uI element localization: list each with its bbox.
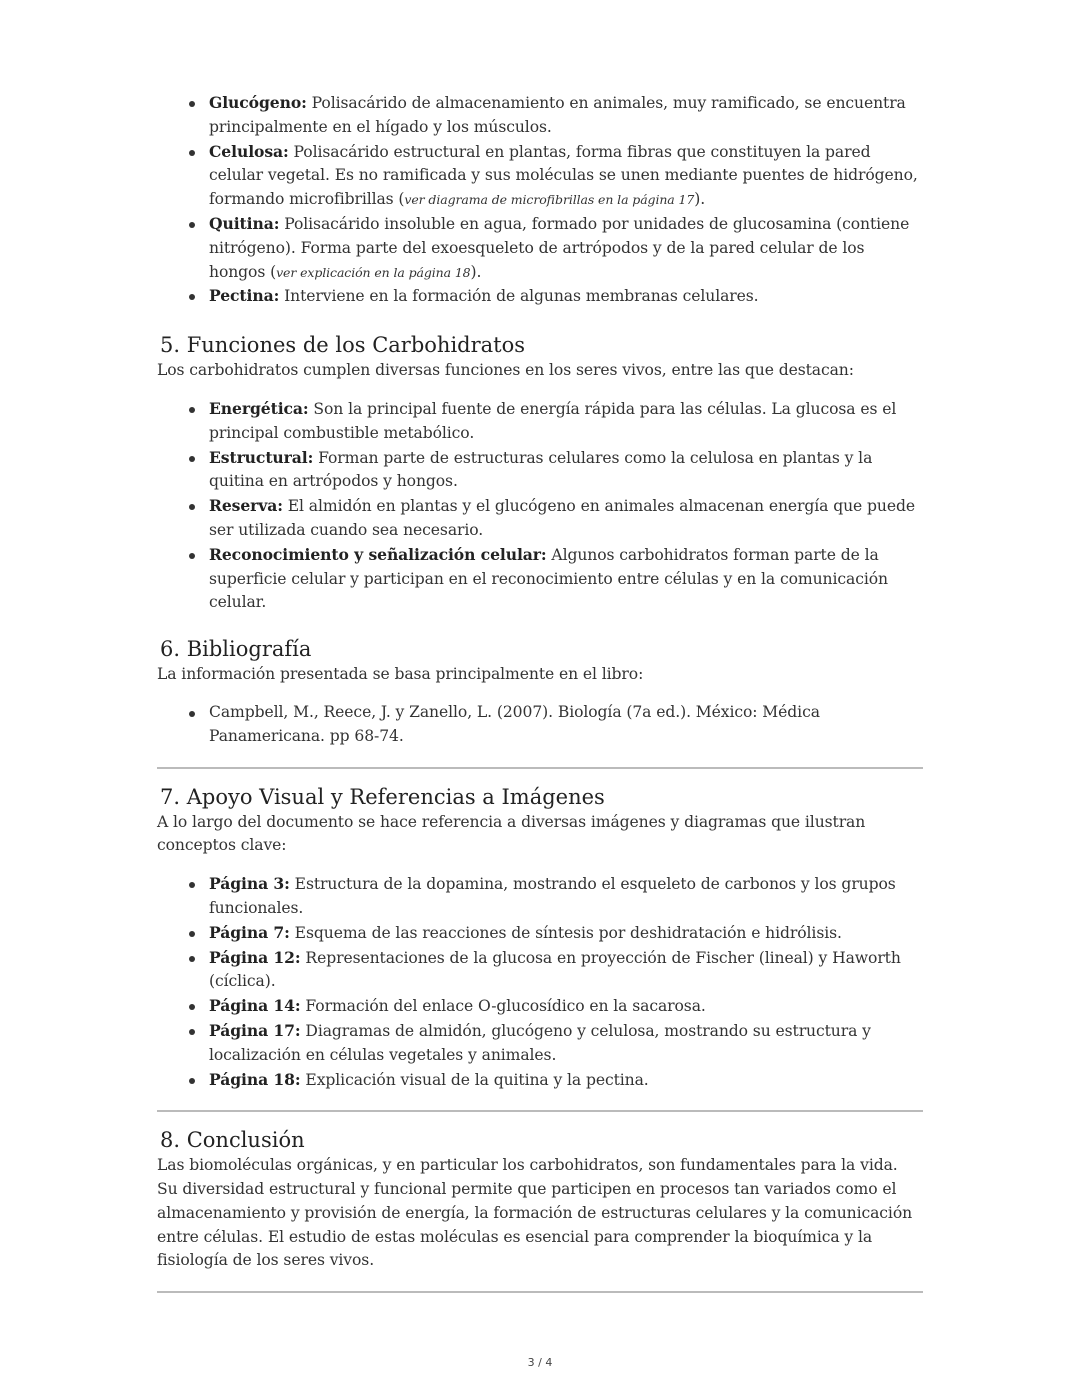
item-text: ). <box>470 262 482 281</box>
item-text: El almidón en plantas y el glucógeno en animales almacenan energía que puede ser utilizada cuando sea necesario. <box>209 497 916 539</box>
item-text: Explicación visual de la quitina y la pectina. <box>300 1070 649 1089</box>
item-text: Polisacárido de almacenamiento en animales, muy ramificado, se encuentra principalmente en el hígado y los músculos. <box>209 94 906 136</box>
list-item <box>209 921 923 946</box>
page-reference-note: ver explicación en la página 18 <box>276 264 471 280</box>
item-label: Reserva: <box>209 496 283 516</box>
item-label: Celulosa: <box>209 141 289 161</box>
section-heading: 6. Bibliografía <box>160 637 312 662</box>
list-item <box>209 872 923 921</box>
conclusion-paragraph: Las biomoléculas orgánicas, y en particular los carbohidratos, son fundamentales para la vida. Su diversidad estructural y funcional permite que participen en procesos tan variados como el almacenamiento y provisión de energía, la formación de estructuras celulares y la comunicación entre células. El estudio de estas moléculas es esencial para comprender la bioquímica y la fisiología de los seres vivos. <box>157 1156 913 1270</box>
section-intro: A lo largo del documento se hace referencia a diversas imágenes y diagramas que ilustran conceptos clave: <box>157 812 866 855</box>
item-text: ). <box>694 190 706 209</box>
section-conclusion <box>157 1126 923 1293</box>
polysaccharide-list <box>157 91 923 309</box>
item-label: Pectina: <box>209 286 280 306</box>
list-item <box>209 446 923 495</box>
divider <box>157 767 923 769</box>
item-text: Representaciones de la glucosa en proyección de Fischer (lineal) y Haworth (cíclica). <box>209 948 901 991</box>
list-item <box>209 284 923 309</box>
page-reference-note: ver diagrama de microfibrillas en la página 17 <box>404 192 695 208</box>
item-label: Reconocimiento y señalización celular: <box>209 544 547 564</box>
section-intro: La información presentada se basa principalmente en el libro: <box>157 665 644 684</box>
item-label: Página 12: <box>209 947 301 967</box>
item-label: Quitina: <box>209 213 280 233</box>
item-label: Estructural: <box>209 447 314 467</box>
section-functions <box>157 331 923 615</box>
item-text: Estructura de la dopamina, mostrando el esqueleto de carbonos y los grupos funcionales. <box>209 875 896 917</box>
list-item <box>209 397 923 446</box>
list-item <box>209 1068 923 1093</box>
item-label: Página 17: <box>209 1020 301 1040</box>
section-bibliography <box>157 635 923 768</box>
list-item <box>209 140 923 212</box>
item-text: Algunos carbohidratos forman parte de la superficie celular y participan en el reconocimiento entre células y en la comunicación celular. <box>209 545 888 612</box>
item-label: Página 3: <box>209 874 290 894</box>
item-label: Página 7: <box>209 922 290 942</box>
item-text: Forman parte de estructuras celulares como la celulosa en plantas y la quitina en artrópodos y hongos. <box>209 448 873 491</box>
reference-item: Campbell, M., Reece, J. y Zanello, L. (2007). Biología (7a ed.). México: Médica Panamericana. pp 68-74. <box>209 701 923 749</box>
item-text: Esquema de las reacciones de síntesis por deshidratación e hidrólisis. <box>289 923 842 942</box>
item-text: Interviene en la formación de algunas membranas celulares. <box>279 287 759 306</box>
document-page <box>157 91 923 1293</box>
item-text: Formación del enlace O-glucosídico en la sacarosa. <box>300 997 706 1016</box>
item-text: Diagramas de almidón, glucógeno y celulosa, mostrando su estructura y localización en células vegetales y animales. <box>209 1021 871 1064</box>
item-text: Son la principal fuente de energía rápida para las células. La glucosa es el principal combustible metabólico. <box>209 399 897 442</box>
item-label: Energética: <box>209 398 309 418</box>
list-item <box>209 543 923 615</box>
page-number: 3 / 4 <box>527 1356 553 1369</box>
list-item <box>209 91 923 140</box>
list-item <box>209 1019 923 1068</box>
section-heading: 7. Apoyo Visual y Referencias a Imágenes <box>160 784 605 809</box>
divider <box>157 1110 923 1112</box>
item-text: Polisacárido estructural en plantas, forma fibras que constituyen la pared celular vegetal. Es no ramificada y sus moléculas se unen mediante puentes de hidrógeno, formando microfibrillas ( <box>209 142 918 209</box>
section-intro: Los carbohidratos cumplen diversas funciones en los seres vivos, entre las que destacan: <box>157 361 854 380</box>
item-label: Página 18: <box>209 1069 301 1089</box>
list-item <box>209 494 923 543</box>
item-label: Página 14: <box>209 996 301 1016</box>
divider <box>157 1291 923 1293</box>
item-label: Glucógeno: <box>209 93 307 112</box>
section-visual-support <box>157 783 923 1113</box>
section-heading: 8. Conclusión <box>160 1128 305 1153</box>
section-heading: 5. Funciones de los Carbohidratos <box>160 333 526 358</box>
list-item <box>209 212 923 284</box>
item-text: Polisacárido insoluble en agua, formado por unidades de glucosamina (contiene nitrógeno). Forma parte del exoesqueleto de artrópodos y de la pared celular de los hongos ( <box>209 214 910 281</box>
list-item <box>209 994 923 1019</box>
list-item <box>209 946 923 995</box>
